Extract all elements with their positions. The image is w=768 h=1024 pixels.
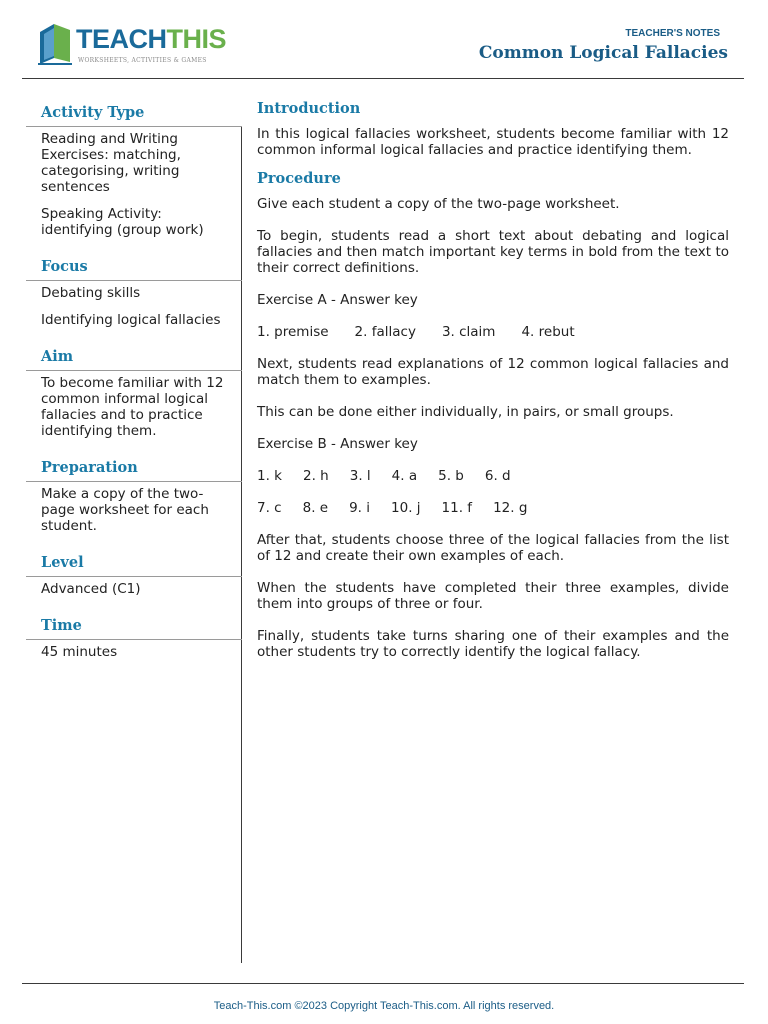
level-item: Advanced (C1) <box>41 581 141 597</box>
time-item: 45 minutes <box>41 644 118 660</box>
header-divider <box>22 78 744 79</box>
focus-section <box>26 258 242 328</box>
level-heading: Level <box>26 554 242 577</box>
focus-item: Debating skills <box>41 285 141 301</box>
answer-item: 9. i <box>349 500 371 516</box>
aim-section <box>26 348 242 439</box>
procedure-paragraph: This can be done either individually, in pairs, or small groups. <box>257 404 674 420</box>
activity-type-section <box>26 104 242 238</box>
activity-type-item: Speaking Activity: identifying (group work) <box>41 206 204 238</box>
aim-heading: Aim <box>26 348 242 371</box>
logo-wordmark: TEACHTHIS <box>76 24 227 54</box>
answer-item: 12. g <box>493 500 528 516</box>
aim-item: To become familiar with 12 common informal logical fallacies and to practice identifying them. <box>41 375 224 439</box>
main-content <box>257 100 729 676</box>
procedure-paragraph: To begin, students read a short text about debating and logical fallacies and then match important key terms in bold from the text to their correct definitions. <box>257 228 729 276</box>
preparation-heading: Preparation <box>26 459 242 482</box>
exercise-b-label: Exercise B - Answer key <box>257 436 418 452</box>
procedure-paragraph: When the students have completed their three examples, divide them into groups of three or four. <box>257 580 729 612</box>
time-heading: Time <box>26 617 242 640</box>
activity-type-item: Reading and Writing Exercises: matching, categorising, writing sentences <box>41 131 181 195</box>
answer-item: 2. fallacy <box>354 324 416 340</box>
exercise-b-answers-row-2 <box>257 500 729 516</box>
answer-item: 1. k <box>257 468 282 484</box>
sidebar <box>26 104 242 680</box>
notes-label: TEACHER'S NOTES <box>625 28 720 39</box>
logo-tagline: WORKSHEETS, ACTIVITIES & GAMES <box>78 57 207 64</box>
book-icon <box>36 22 74 66</box>
answer-item: 8. e <box>302 500 329 516</box>
answer-item: 3. l <box>349 468 371 484</box>
footer-divider <box>22 983 744 984</box>
exercise-b-answers-row-1 <box>257 468 729 484</box>
preparation-item: Make a copy of the two-page worksheet for each student. <box>41 486 209 534</box>
focus-heading: Focus <box>26 258 242 281</box>
procedure-paragraph: Next, students read explanations of 12 common logical fallacies and match them to examples. <box>257 356 729 388</box>
procedure-paragraph: Give each student a copy of the two-page worksheet. <box>257 196 620 212</box>
answer-item: 6. d <box>484 468 511 484</box>
time-section <box>26 617 242 660</box>
answer-item: 7. c <box>257 500 282 516</box>
answer-item: 11. f <box>441 500 473 516</box>
answer-item: 2. h <box>303 468 329 484</box>
procedure-paragraph: After that, students choose three of the logical fallacies from the list of 12 and create their own examples of each. <box>257 532 729 564</box>
preparation-section <box>26 459 242 534</box>
activity-type-heading: Activity Type <box>26 104 242 127</box>
introduction-heading: Introduction <box>257 100 361 117</box>
answer-item: 10. j <box>391 500 421 516</box>
answer-item: 1. premise <box>257 324 329 340</box>
procedure-heading: Procedure <box>257 170 341 187</box>
level-section <box>26 554 242 597</box>
footer-copyright: Teach-This.com ©2023 Copyright Teach-This.com. All rights reserved. <box>213 1000 555 1012</box>
teach-this-logo <box>36 22 236 70</box>
procedure-paragraph: Finally, students take turns sharing one of their examples and the other students try to correctly identify the logical fallacy. <box>257 628 729 660</box>
introduction-text: In this logical fallacies worksheet, students become familiar with 12 common informal logical fallacies and practice identifying them. <box>257 126 729 158</box>
answer-item: 5. b <box>438 468 464 484</box>
answer-item: 4. rebut <box>521 324 575 340</box>
exercise-a-label: Exercise A - Answer key <box>257 292 418 308</box>
answer-item: 3. claim <box>441 324 496 340</box>
exercise-a-answers <box>257 324 729 340</box>
answer-item: 4. a <box>391 468 418 484</box>
document-title: Common Logical Fallacies <box>478 43 728 63</box>
focus-item: Identifying logical fallacies <box>41 312 221 328</box>
